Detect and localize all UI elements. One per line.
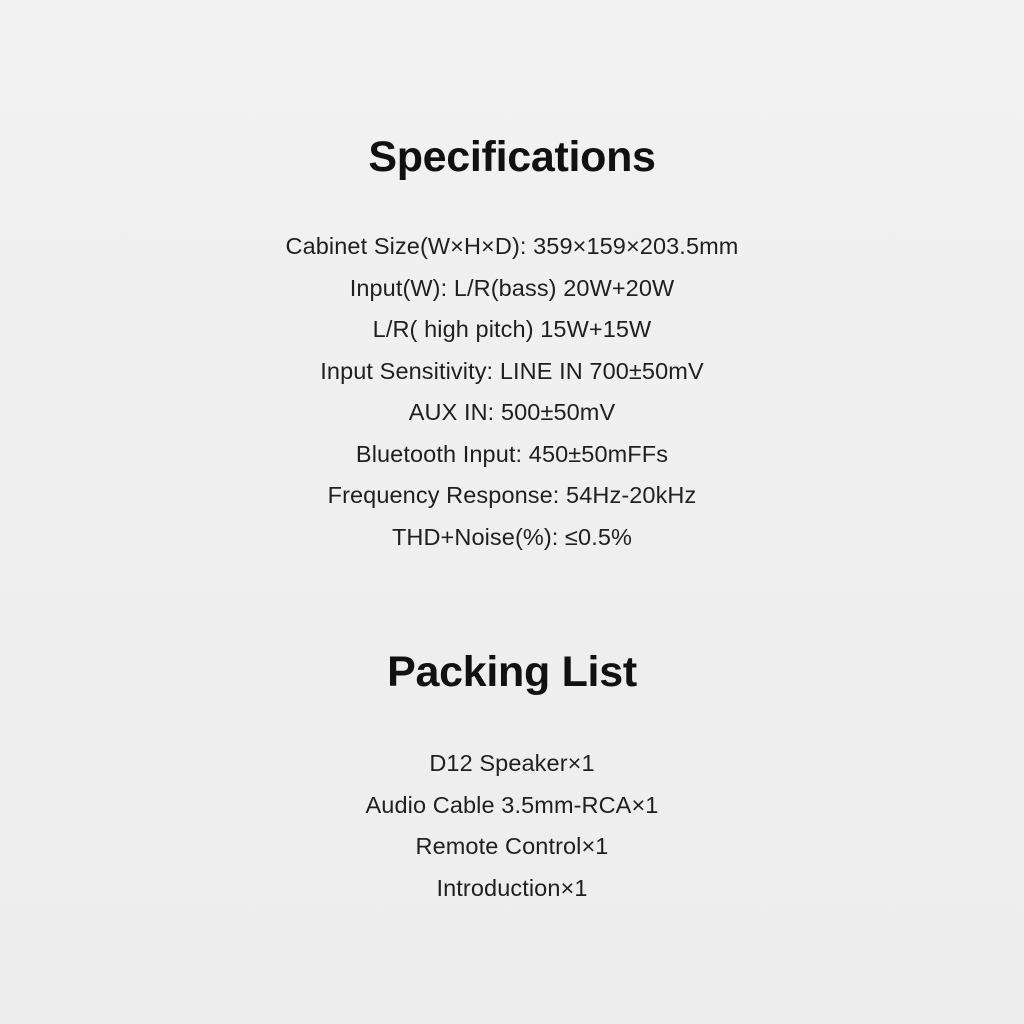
specification-item: THD+Noise(%): ≤0.5% — [391, 523, 633, 550]
packing-item: D12 Speaker×1 — [429, 750, 595, 776]
specification-item: L/R( high pitch) 15W+15W — [372, 316, 652, 342]
packing-items-list — [0, 743, 1024, 909]
packing-item: Remote Control×1 — [415, 833, 609, 859]
packing-list-section — [0, 558, 1024, 909]
specification-item: Bluetooth Input: 450±50mFFs — [355, 440, 669, 467]
specification-item: AUX IN: 500±50mV — [408, 399, 616, 425]
specification-item: Frequency Response: 54Hz-20kHz — [327, 482, 697, 508]
specifications-list — [0, 226, 1024, 558]
specification-item: Cabinet Size(W×H×D): 359×159×203.5mm — [285, 233, 739, 259]
specifications-heading: Specifications — [368, 133, 656, 181]
specification-item: Input Sensitivity: LINE IN 700±50mV — [320, 357, 704, 384]
packing-item: Introduction×1 — [436, 874, 588, 901]
packing-item: Audio Cable 3.5mm-RCA×1 — [365, 791, 659, 818]
packing-list-heading: Packing List — [387, 648, 637, 696]
specification-item: Input(W): L/R(bass) 20W+20W — [349, 274, 675, 301]
